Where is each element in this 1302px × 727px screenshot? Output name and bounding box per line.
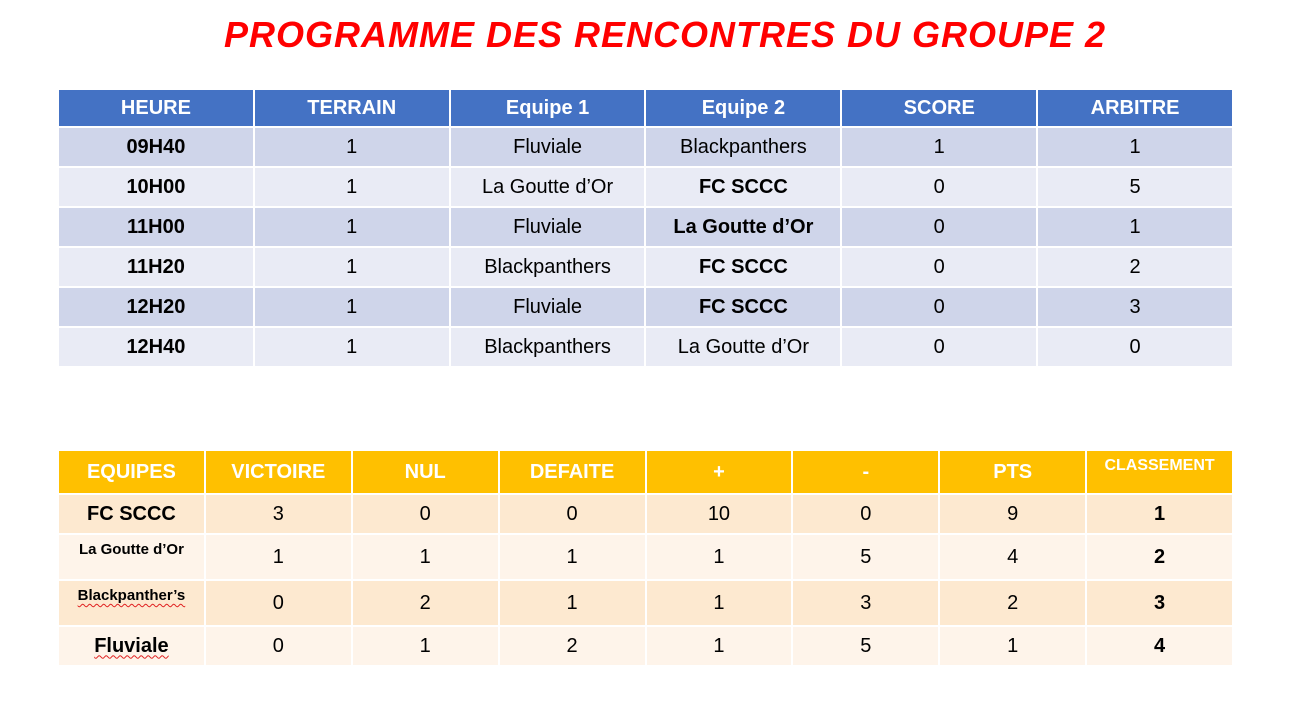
cell-score: 0 [842, 288, 1036, 326]
cell-score: 0 [842, 208, 1036, 246]
cell-heure: 10H00 [59, 168, 253, 206]
cell-equipe2: Blackpanthers [646, 128, 840, 166]
cell-plus: 1 [647, 581, 792, 625]
cell-arbitre: 5 [1038, 168, 1232, 206]
cell-victoire: 0 [206, 581, 351, 625]
col-header-arbitre: ARBITRE [1038, 90, 1232, 126]
cell-classement: 2 [1087, 535, 1232, 579]
cell-classement: 1 [1087, 495, 1232, 533]
cell-equipe2: La Goutte d’Or [646, 328, 840, 366]
cell-arbitre: 2 [1038, 248, 1232, 286]
cell-pts: 1 [940, 627, 1085, 665]
cell-terrain: 1 [255, 208, 449, 246]
table-header-row [59, 90, 1232, 126]
cell-heure: 11H20 [59, 248, 253, 286]
cell-arbitre: 1 [1038, 208, 1232, 246]
cell-equipe1: Blackpanthers [451, 328, 645, 366]
col-header-score: SCORE [842, 90, 1036, 126]
cell-heure: 12H20 [59, 288, 253, 326]
table-row [59, 128, 1232, 166]
cell-pts: 4 [940, 535, 1085, 579]
col-header-equipe1: Equipe 1 [451, 90, 645, 126]
cell-pts: 2 [940, 581, 1085, 625]
cell-defaite: 0 [500, 495, 645, 533]
cell-terrain: 1 [255, 248, 449, 286]
cell-equipe2: La Goutte d’Or [646, 208, 840, 246]
cell-equipe2: FC SCCC [646, 168, 840, 206]
cell-classement: 3 [1087, 581, 1232, 625]
cell-arbitre: 1 [1038, 128, 1232, 166]
table-row [59, 248, 1232, 286]
col-header-plus: + [647, 451, 792, 493]
cell-victoire: 3 [206, 495, 351, 533]
cell-terrain: 1 [255, 328, 449, 366]
cell-heure: 12H40 [59, 328, 253, 366]
col-header-pts: PTS [940, 451, 1085, 493]
cell-moins: 5 [793, 627, 938, 665]
cell-defaite: 1 [500, 581, 645, 625]
cell-equipe2: FC SCCC [646, 288, 840, 326]
cell-arbitre: 3 [1038, 288, 1232, 326]
cell-moins: 0 [793, 495, 938, 533]
cell-heure: 11H00 [59, 208, 253, 246]
cell-moins: 3 [793, 581, 938, 625]
team-name: Fluviale [94, 634, 169, 657]
cell-nul: 0 [353, 495, 498, 533]
table-row [59, 328, 1232, 366]
cell-nul: 2 [353, 581, 498, 625]
table-row [59, 495, 1232, 533]
table-row [59, 535, 1232, 579]
cell-nul: 1 [353, 535, 498, 579]
cell-equipe1: Blackpanthers [451, 248, 645, 286]
cell-equipe1: Fluviale [451, 208, 645, 246]
col-header-equipe2: Equipe 2 [646, 90, 840, 126]
table-row [59, 288, 1232, 326]
cell-score: 1 [842, 128, 1036, 166]
cell-victoire: 1 [206, 535, 351, 579]
page-title: PROGRAMME DES RENCONTRES DU GROUPE 2 [223, 14, 1107, 55]
cell-defaite: 2 [500, 627, 645, 665]
cell-defaite: 1 [500, 535, 645, 579]
cell-classement: 4 [1087, 627, 1232, 665]
cell-equipe [59, 581, 204, 625]
standings-table [57, 449, 1234, 667]
cell-equipe: FC SCCC [59, 495, 204, 533]
cell-equipe1: Fluviale [451, 288, 645, 326]
cell-equipe2: FC SCCC [646, 248, 840, 286]
cell-equipe1: La Goutte d’Or [451, 168, 645, 206]
team-name: Blackpanther’s [77, 587, 186, 604]
cell-equipe: La Goutte d’Or [59, 535, 204, 579]
table-header-row [59, 451, 1232, 493]
cell-pts: 9 [940, 495, 1085, 533]
cell-score: 0 [842, 328, 1036, 366]
cell-nul: 1 [353, 627, 498, 665]
col-header-nul: NUL [353, 451, 498, 493]
cell-score: 0 [842, 248, 1036, 286]
table-row [59, 581, 1232, 625]
cell-moins: 5 [793, 535, 938, 579]
cell-plus: 1 [647, 535, 792, 579]
col-header-classement: CLASSEMENT [1087, 451, 1232, 493]
col-header-victoire: VICTOIRE [206, 451, 351, 493]
cell-plus: 1 [647, 627, 792, 665]
cell-score: 0 [842, 168, 1036, 206]
cell-heure: 09H40 [59, 128, 253, 166]
cell-equipe [59, 627, 204, 665]
col-header-defaite: DEFAITE [500, 451, 645, 493]
col-header-moins: - [793, 451, 938, 493]
col-header-equipes: EQUIPES [59, 451, 204, 493]
table-row [59, 168, 1232, 206]
cell-plus: 10 [647, 495, 792, 533]
col-header-terrain: TERRAIN [255, 90, 449, 126]
col-header-heure: HEURE [59, 90, 253, 126]
table-row [59, 627, 1232, 665]
cell-victoire: 0 [206, 627, 351, 665]
table-row [59, 208, 1232, 246]
schedule-table [57, 88, 1234, 368]
cell-terrain: 1 [255, 288, 449, 326]
cell-terrain: 1 [255, 168, 449, 206]
cell-equipe1: Fluviale [451, 128, 645, 166]
cell-arbitre: 0 [1038, 328, 1232, 366]
cell-terrain: 1 [255, 128, 449, 166]
